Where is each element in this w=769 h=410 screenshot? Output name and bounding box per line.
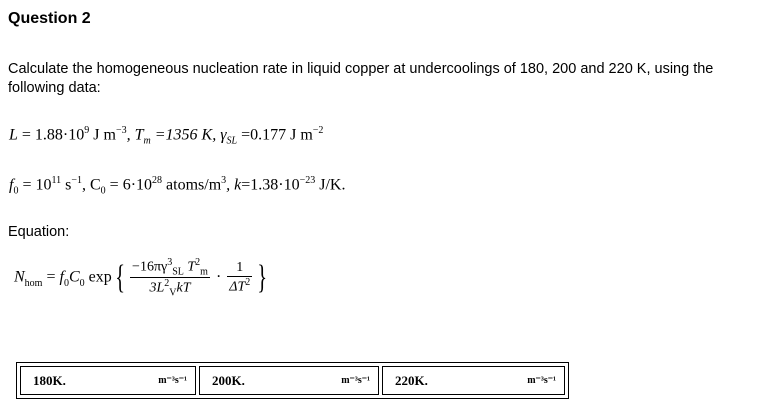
equation-lhs: N [14,268,25,286]
atom-density-unit: atoms/m [162,176,222,194]
answer-cell-180k[interactable] [20,366,196,395]
boltzmann-exponent: −23 [299,175,316,186]
atom-density-unit-exponent: 3 [221,175,227,186]
answer-label-200k: 200K. [212,372,245,388]
fraction-1-den-sub: V [169,287,177,299]
boltzmann-symbol: , k [226,176,242,194]
fraction-1-num-t-sub: m [200,266,208,278]
fraction-1-denominator [130,278,210,298]
boltzmann-value: =1.38·10 [241,176,300,194]
surface-energy-symbol: γ [220,126,227,144]
equation-dot: · [211,268,226,286]
fraction-1-den-kt: kT [176,281,191,297]
frequency-exponent: 11 [51,175,62,186]
fraction-2-den-sup: 2 [245,277,251,289]
latent-heat-unit: J m [89,126,116,144]
equation-fraction-1 [130,257,210,299]
question-intro: Calculate the homogeneous nucleation rate in liquid copper at undercoolings of 180, 200 and 220 K, using the following data: [8,61,714,96]
frequency-symbol: f [9,176,14,194]
equation-f0: f [59,268,64,286]
atom-density-symbol: , C [82,176,101,194]
surface-energy-subscript: SL [226,135,238,147]
data-line-1 [9,125,323,147]
melting-temp-value: =1356 K, [150,126,221,144]
nucleation-rate-equation [14,257,271,299]
fraction-1-num-main: −16πγ [132,259,168,275]
equation-exp: exp [84,268,112,286]
fraction-1-num-sub: SL [172,266,184,278]
atom-density-subscript: 0 [100,185,106,197]
answer-cell-200k[interactable] [199,366,379,395]
frequency-unit: s [61,176,72,194]
fraction-1-numerator [130,257,210,278]
fraction-1-num-t: T [183,259,196,275]
equation-f0-subscript: 0 [63,277,69,289]
fraction-2-den-main: ΔT [229,279,246,295]
equation-brace-open: { [114,258,125,296]
answer-unit-200k: m⁻³s⁻¹ [341,375,370,386]
equation-c0: C [68,268,80,286]
melting-temp-subscript: m [143,135,151,147]
data-line-2 [9,175,345,197]
latent-heat-value: = 1.88·10 [17,126,85,144]
melting-temp-symbol: , T [126,126,144,144]
equation-brace-close: } [257,258,268,296]
surface-energy-exponent: −2 [312,125,324,136]
frequency-value: = 10 [18,176,52,194]
fraction-1-den-sup: 2 [164,278,170,290]
fraction-1-num-t-sup: 2 [195,257,201,268]
boltzmann-unit: J/K. [315,176,346,194]
frequency-subscript: 0 [13,185,19,197]
equation-label: Equation: [8,224,70,240]
latent-heat-unit-exponent: −3 [115,125,127,136]
latent-heat-exponent: 9 [84,125,90,136]
answer-cell-220k[interactable] [382,366,565,395]
answer-unit-220k: m⁻³s⁻¹ [527,375,556,386]
atom-density-value: = 6·10 [105,176,153,194]
fraction-1-den-main: 3L [149,281,165,297]
answer-label-180k: 180K. [33,372,66,388]
frequency-unit-exponent: −1 [71,175,82,186]
answer-table [16,362,569,399]
equation-c0-subscript: 0 [79,277,85,289]
answer-label-220k: 220K. [395,372,428,388]
fraction-1-num-sup: 3 [167,257,173,268]
fraction-2-denominator [227,277,252,296]
equation-equals: = [42,268,60,286]
atom-density-exponent: 28 [152,175,163,186]
equation-lhs-subscript: hom [24,277,43,289]
equation-fraction-2 [227,260,252,296]
question-title: Question 2 [8,10,91,27]
latent-heat-symbol: L [9,126,18,144]
surface-energy-value: =0.177 J m [237,126,313,144]
fraction-2-numerator: 1 [227,260,252,277]
answer-unit-180k: m⁻³s⁻¹ [158,375,187,386]
